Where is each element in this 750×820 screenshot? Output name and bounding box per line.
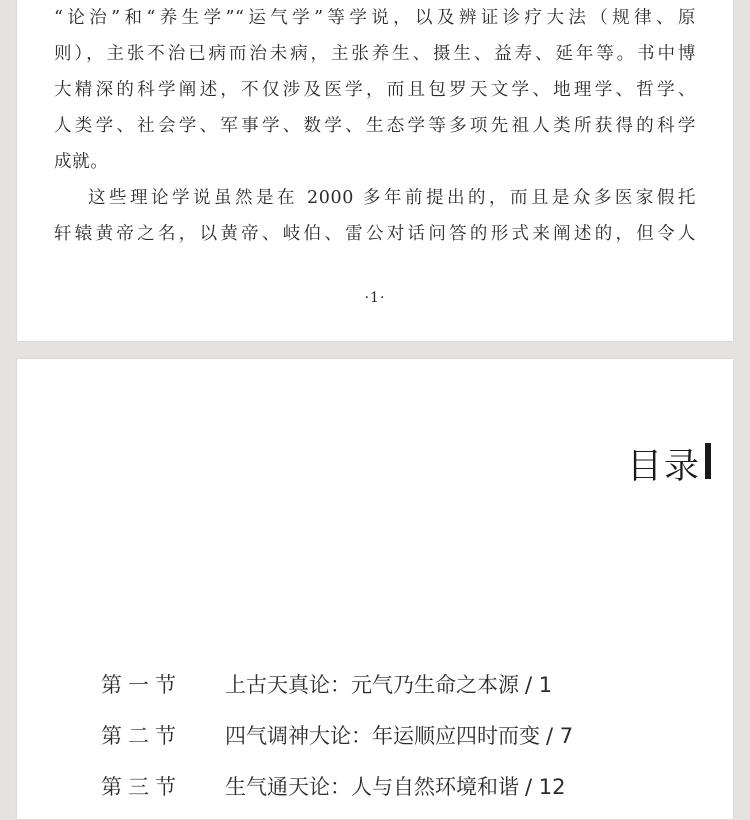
book-page-top	[17, 0, 733, 341]
text-line: “论治”和“养生学”“运气学”等学说，以及辨证诊疗大法（规律、原	[54, 8, 696, 28]
toc-section-label: 第二节	[101, 724, 182, 748]
text-line: 成就。	[54, 152, 109, 172]
toc-entry	[101, 769, 721, 820]
text-line: 人类学、社会学、军事学、数学、生态学等多项先祖人类所获得的科学	[54, 116, 696, 136]
page-number: ·1·	[364, 290, 386, 306]
book-page-toc	[17, 359, 733, 819]
text-line: 大精深的科学阐述，不仅涉及医学，而且包罗天文学、地理学、哲学、	[54, 80, 696, 100]
text-line: 则），主张不治已病而治未病，主张养生、摄生、益寿、延年等。书中博	[54, 44, 696, 64]
toc-title: 上古天真论：元气乃生命之本源	[225, 673, 519, 697]
toc-entry	[101, 718, 721, 769]
body-text	[54, 0, 696, 252]
text-line: 这些理论学说虽然是在 2000 多年前提出的，而且是众多医家假托	[88, 188, 696, 208]
toc-section-label: 第一节	[101, 673, 182, 697]
toc-heading: 目录	[627, 447, 702, 487]
toc-section-label: 第三节	[101, 775, 182, 799]
toc-list	[101, 667, 721, 820]
toc-entry	[101, 667, 721, 718]
text-line: 轩辕黄帝之名，以黄帝、岐伯、雷公对话问答的形式来阐述的，但令人	[54, 224, 696, 244]
toc-title: 四气调神大论：年运顺应四时而变	[225, 724, 540, 748]
heading-bar-decoration	[705, 443, 711, 479]
toc-title: 生气通天论：人与自然环境和谐	[225, 775, 519, 799]
toc-page-number: / 12	[525, 775, 566, 799]
toc-page-number: / 7	[546, 724, 574, 748]
toc-page-number: / 1	[525, 673, 553, 697]
